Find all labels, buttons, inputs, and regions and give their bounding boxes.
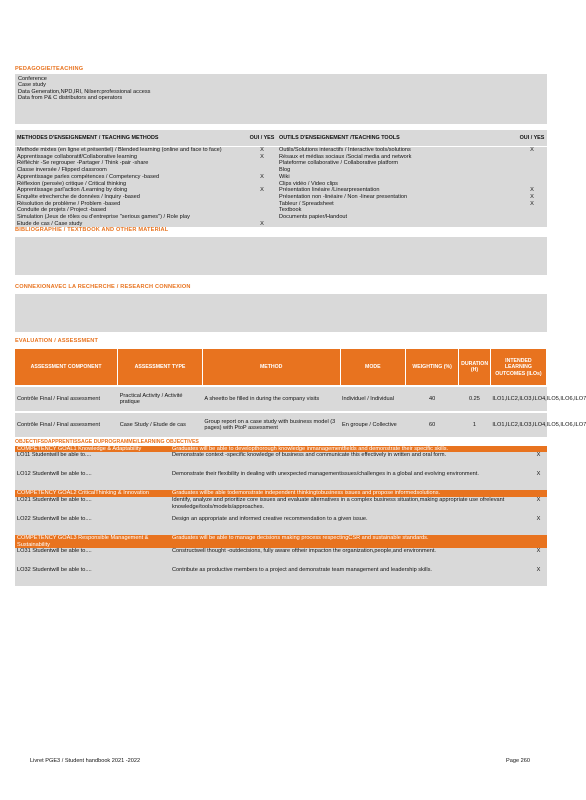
lo-label: LO21 Studentwill be able to.... xyxy=(17,497,92,504)
yes-mark: X xyxy=(260,153,264,160)
method-cell: Etude de cas / Case study xyxy=(17,220,83,227)
methods-row xyxy=(15,221,547,228)
method-cell: Résolution de problème / Problem -based xyxy=(17,200,121,207)
method-cell: Simulation (Jeux de rôles ou d'entreprise "serious games") / Role play xyxy=(17,214,190,221)
tool-cell: Clips vidéo / Video clips xyxy=(279,180,338,187)
assessment-header: ASSESSMENT COMPONENT xyxy=(15,349,118,386)
yes-mark xyxy=(517,181,547,188)
methods-header: METHODES D'ENSEIGNEMENT / TEACHING METHODS xyxy=(15,130,247,147)
methods-row xyxy=(15,174,547,181)
connexion-box xyxy=(15,294,547,332)
competency-label: COMPETENCY GOAL2 CriticalThinking & Innovation xyxy=(15,490,170,497)
learning-outcome-row xyxy=(15,516,547,535)
lo-label: LO22 Studentwill be able to.... xyxy=(17,516,92,523)
yes-mark xyxy=(247,181,277,188)
assessment-row xyxy=(15,386,547,412)
method-cell: Conduite de projets / Project -based xyxy=(17,207,107,214)
assessment-cell: Practical Activity / Activité pratique xyxy=(118,386,203,412)
footer-left: Livret PGE3 / Student handbook 2021 -2022 xyxy=(30,758,141,764)
yes-mark xyxy=(247,167,277,174)
tool-cell: Blog xyxy=(279,167,291,174)
assessment-header: WEIGHTING (%) xyxy=(406,349,459,386)
yes-mark xyxy=(247,207,277,214)
tool-cell: Outils/Solutions interactifs / Interactive tools/solutions xyxy=(279,147,411,153)
lo-description: Design an appropriate and informed creative recommendation to a given issue. xyxy=(172,516,368,523)
assessment-cell: Contrôle Final / Final assessment xyxy=(15,386,118,412)
yes-mark xyxy=(517,207,547,214)
yes-mark xyxy=(247,201,277,208)
assessment-cell: En groupe / Collective xyxy=(340,412,406,437)
yes-mark: X xyxy=(530,193,534,200)
assessment-cell: ILO1,ILC2,ILO3,ILO4,ILO5,ILO6,ILO7 xyxy=(490,386,546,412)
assessment-cell: 1 xyxy=(459,412,491,437)
learning-outcome-row xyxy=(15,567,547,586)
lo-description: Contribute as productive members to a project and demonstrate team management and leadership skills. xyxy=(172,567,432,574)
assessment-header: MODE xyxy=(340,349,406,386)
assessment-cell: ILO1,ILC2,ILO3,ILO4,ILO5,ILO6,ILO7 xyxy=(490,412,546,437)
assessment-header: INTENDED LEARNING OUTCOMES (ILOs) xyxy=(490,349,546,386)
tools-header: OUTILS D'ENSEIGNEMENT /TEACHING TOOLS xyxy=(277,130,517,147)
method-cell: Apprentissage collaboratif/Collaborative learning xyxy=(17,153,138,160)
yes-mark: X xyxy=(536,567,541,574)
assessment-cell: 60 xyxy=(406,412,459,437)
yes-mark: X xyxy=(536,548,541,555)
pedagogie-title: PEDAGOGIE/TEACHING xyxy=(15,66,84,72)
lo-description: Identify, analyze and prioritize core issues and evaluate alternatives in a complex business situation,making appropriate use ofrelevant knowledge/tools/models/approaches. xyxy=(172,497,505,510)
tool-cell: Tableur / Spreadsheet xyxy=(279,200,334,207)
competency-row xyxy=(15,490,547,497)
assessment-cell: A sheetto be filled in during the company visits xyxy=(202,386,340,412)
assessment-header: DURATION (H) xyxy=(459,349,491,386)
methods-row xyxy=(15,207,547,214)
tool-cell: Plateforme collaborative / Collaborative platform xyxy=(279,160,399,167)
yes-mark xyxy=(517,154,547,161)
assessment-header: METHOD xyxy=(202,349,340,386)
yes-mark xyxy=(517,167,547,174)
methods-yes-header: OUI / YES xyxy=(247,130,277,147)
assessment-cell: 0.25 xyxy=(459,386,491,412)
tool-cell: Textbook xyxy=(279,207,302,214)
page-number: Page 260 xyxy=(506,758,530,764)
assessment-header: ASSESSMENT TYPE xyxy=(118,349,203,386)
methods-row xyxy=(15,167,547,174)
assessment-cell: Group report on a case study with business model (3 pages) with PtoP assessment xyxy=(202,412,340,437)
assessment-cell: Individuel / Individual xyxy=(340,386,406,412)
methods-row xyxy=(15,160,547,167)
competency-goal: Graduates will be able to manage decisions making process respectingCSR and sustainable standards. xyxy=(170,535,547,548)
yes-mark xyxy=(517,160,547,167)
evaluation-title: EVALUATION / ASSESSMENT xyxy=(15,338,99,345)
tool-cell: Résaux et médias sociaux /Social media and network xyxy=(279,153,412,160)
pedagogie-line: Data Generation,NPD,IRI, Nilsen:professional access xyxy=(18,88,151,95)
page-content xyxy=(15,66,586,586)
yes-mark: X xyxy=(536,516,541,523)
methods-row xyxy=(15,147,547,154)
methods-row xyxy=(15,201,547,208)
lo-description: Constructwell thought -outdecisions, fully aware oftheir impacton the organization,people,and environment. xyxy=(172,548,436,555)
competency-label: COMPETENCY GOAL1 Knowledge & Adaptability xyxy=(15,446,170,453)
yes-mark xyxy=(517,214,547,221)
methods-row xyxy=(15,154,547,161)
yes-mark: X xyxy=(530,187,534,194)
yes-mark xyxy=(247,194,277,201)
yes-mark: X xyxy=(260,220,264,227)
footer xyxy=(30,758,530,765)
assessment-cell: Contrôle Final / Final assessment xyxy=(15,412,118,437)
learning-outcome-row xyxy=(15,548,547,567)
connexion-title: CONNEXIONAVEC LA RECHERCHE / RESEARCH CONNEXION xyxy=(15,284,191,291)
yes-mark: X xyxy=(536,471,541,478)
lo-description: Demonstrate context -specific knowledge of business and communicate this effectively in written and oral form. xyxy=(172,452,447,459)
objectifs-title: OBJECTIFSDAPPRENTISSAGE DUPROGRAMME/LEARNING OBJECTIVES xyxy=(15,439,199,446)
competency-row xyxy=(15,446,547,453)
competency-label: COMPETENCY GOAL3 Responsible Management & Sustainability xyxy=(15,535,170,548)
method-cell: Apprentissage parl'action /Learning by doing xyxy=(17,187,128,194)
methods-row xyxy=(15,194,547,201)
yes-mark xyxy=(517,221,547,228)
pedagogie-line: Conference xyxy=(18,76,47,82)
bibliographie-box xyxy=(15,237,547,275)
lo-label: LO31 Studentwill be able to.... xyxy=(17,548,92,555)
assessment-cell: 40 xyxy=(406,386,459,412)
yes-mark: X xyxy=(260,173,264,180)
methods-row xyxy=(15,214,547,221)
yes-mark: X xyxy=(536,452,541,459)
lo-description: Demonstrate their flexibility in dealing with unexpected managementissues/challenges in a global and evolving environment. xyxy=(172,471,479,478)
method-cell: Réflexion (pensée) critique / Critical thinking xyxy=(17,180,127,187)
yes-mark: X xyxy=(260,147,264,153)
assessment-cell: Case Study / Etude de cas xyxy=(118,412,203,437)
competency-goal: Graduates will be able to developthorough knowledge inmanagementfields and demonstrate their specific skills. xyxy=(170,446,547,453)
pedagogie-box xyxy=(15,74,547,124)
assessment-table xyxy=(15,349,586,437)
methods-row xyxy=(15,187,547,194)
method-cell: Réfléchir -Se regrouper -Partager / Think -pair -share xyxy=(17,160,149,167)
pedagogie-line: Case study xyxy=(18,82,46,89)
method-cell: Methode mixtes (en ligne et présentiel) / Blended learning (online and face to face) xyxy=(17,147,222,153)
tool-cell: Présentation linéaire /Linearpresentation xyxy=(279,187,380,194)
method-cell: Enquête etrecherche de données / Inquiry -based xyxy=(17,193,140,200)
lo-label: LO32 Studentwill be able to.... xyxy=(17,567,92,574)
tool-cell: Documents papier/Handout xyxy=(279,214,348,221)
method-cell: Apprentissage parles compétences / Competency -based xyxy=(17,173,160,180)
tool-cell: Présentation non -linéaire / Non -linear presentation xyxy=(279,193,408,200)
pedagogie-line: Data from P& C distributors and operators xyxy=(18,95,123,102)
yes-mark: X xyxy=(536,497,541,504)
method-cell: Classe inversée / Flipped classroom xyxy=(17,167,107,174)
tool-cell xyxy=(277,221,517,228)
tools-yes-header: OUI / YES xyxy=(517,130,547,147)
lo-label: LO11 Studentwill be able to.... xyxy=(17,452,92,459)
tool-cell: Wiki xyxy=(279,173,290,180)
teaching-methods-table xyxy=(15,130,547,227)
methods-row xyxy=(15,181,547,188)
yes-mark xyxy=(247,160,277,167)
competency-row xyxy=(15,535,547,548)
learning-outcome-row xyxy=(15,471,547,490)
bibliographie-title: BIBLIOGRAPHIE / TEXTBOOK AND OTHER MATERIAL xyxy=(15,227,169,234)
lo-label: LO12 Studentwill be able to.... xyxy=(17,471,92,478)
learning-outcome-row xyxy=(15,452,547,471)
yes-mark xyxy=(247,214,277,221)
yes-mark xyxy=(517,174,547,181)
yes-mark: X xyxy=(530,147,534,153)
yes-mark: X xyxy=(260,187,264,194)
competency-goal: Graduates willbe able todemonstrate independent thinkingtobusiness issues and propose informedsolutions. xyxy=(170,490,547,497)
learning-outcome-row xyxy=(15,497,547,516)
yes-mark: X xyxy=(530,200,534,207)
learning-objectives-table xyxy=(15,446,547,587)
assessment-row xyxy=(15,412,547,437)
